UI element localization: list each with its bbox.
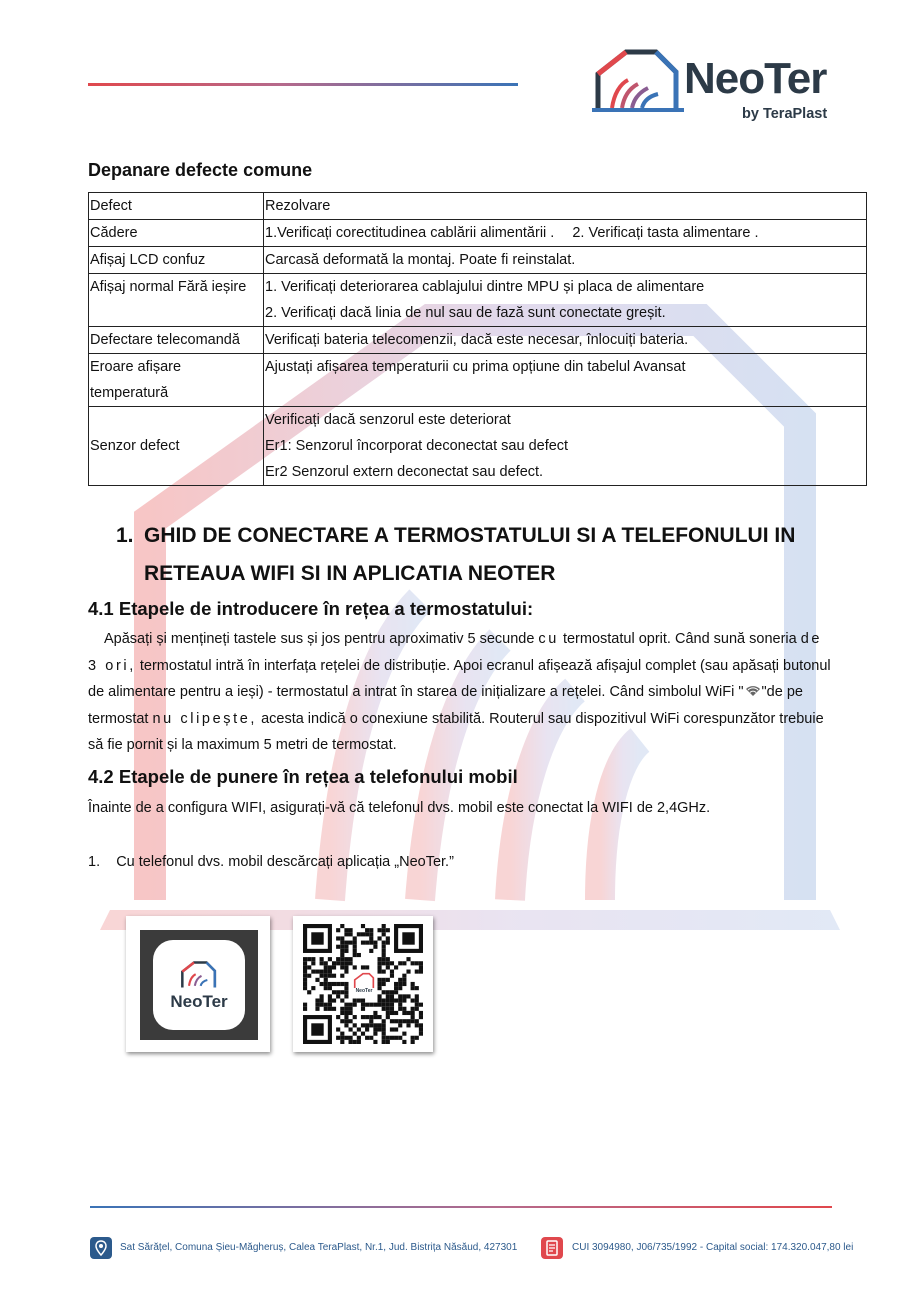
troubleshoot-table bbox=[88, 192, 867, 486]
app-name-label: NeoTer bbox=[170, 992, 228, 1011]
footer-divider bbox=[90, 1206, 832, 1208]
fix-cell: Carcasă deformată la montaj. Poate fi reinstalat. bbox=[264, 247, 867, 274]
guide-title-line2: RETEAUA WIFI SI IN APLICATIA NEOTER bbox=[144, 562, 556, 585]
table-row bbox=[89, 407, 867, 486]
qr-code-card bbox=[293, 916, 433, 1052]
qr-code bbox=[303, 924, 423, 1044]
house-logo-icon bbox=[592, 46, 684, 118]
guide-number: 1. bbox=[116, 524, 134, 547]
defect-cell: Afișaj LCD confuz bbox=[89, 247, 264, 274]
logo-wordmark: NeoTer bbox=[684, 54, 827, 103]
header-defect: Defect bbox=[89, 193, 264, 220]
location-pin-icon bbox=[90, 1237, 112, 1259]
section-4-1-text: Apăsați și mențineți tastele sus și jos pentru aproximativ 5 secunde cu termostatul oprit. Când sună soneria de 3 ori, termostatul intră în interfața rețelei de distribuție. Apoi ecranul afișează afișajul complet (sau apăsați butonul de alimentare pentru a ieși) - termostatul a intrat în starea de inițializare a rețelei. Când simbolul WiFi " "de pe termostat nu clipește, acesta indică o conexiune stabilită. Routerul sau dispozitivul WiFi corespunzător trebuie să fie pornit și la maximum 5 metri de termostat. bbox=[88, 631, 831, 753]
qr-center-label: NeoTer bbox=[351, 988, 377, 994]
defect-cell: Cădere bbox=[89, 220, 264, 247]
table-row bbox=[89, 354, 867, 407]
document-icon bbox=[541, 1237, 563, 1259]
guide-title-line1: GHID DE CONECTARE A TERMOSTATULUI SI A TELEFONULUI IN bbox=[144, 524, 796, 547]
guide-heading bbox=[116, 517, 795, 593]
fix-cell: 1.Verificați corectitudinea cablării alimentării . 2. Verificați tasta alimentare . bbox=[264, 220, 867, 247]
fix-cell: Ajustați afișarea temperaturii cu prima opțiune din tabelul Avansat bbox=[264, 354, 867, 407]
header-divider bbox=[88, 83, 518, 86]
fix-cell: Verificați dacă senzorul este deteriorat Er1: Senzorul încorporat deconectat sau defect Er2 Senzorul extern deconectat sau defect. bbox=[264, 407, 867, 486]
troubleshoot-title: Depanare defecte comune bbox=[88, 160, 313, 180]
footer-address: Sat Sărățel, Comuna Șieu-Măgheruș, Calea TeraPlast, Nr.1, Jud. Bistrița Năsăud, 427301 bbox=[120, 1242, 518, 1253]
defect-cell: Senzor defect bbox=[89, 407, 264, 486]
section-4-2-title: 4.2 Etapele de punere în rețea a telefonului mobil bbox=[88, 766, 518, 787]
section-4-1-title: 4.1 Etapele de introducere în rețea a termostatului: bbox=[88, 598, 534, 619]
table-row bbox=[89, 327, 867, 354]
footer-company-info: CUI 3094980, J06/735/1992 - Capital social: 174.320.047,80 lei bbox=[572, 1242, 854, 1253]
table-row bbox=[89, 274, 867, 327]
fix-cell: 1. Verificați deteriorarea cablajului dintre MPU și placa de alimentare 2. Verificați dacă linia de nul sau de fază sunt conectate greșit. bbox=[264, 274, 867, 327]
defect-cell: Defectare telecomandă bbox=[89, 327, 264, 354]
step-1-text: 1. Cu telefonul dvs. mobil descărcați aplicația „NeoTer.” bbox=[88, 854, 454, 870]
app-logo-icon bbox=[179, 960, 219, 990]
table-header-row bbox=[89, 193, 867, 220]
app-icon-card bbox=[126, 916, 270, 1052]
table-row bbox=[89, 220, 867, 247]
logo-subtitle: by TeraPlast bbox=[742, 106, 828, 122]
defect-cell: Eroare afișare temperatură bbox=[89, 354, 264, 407]
wifi-icon bbox=[745, 685, 761, 697]
table-row bbox=[89, 247, 867, 274]
defect-cell: Afișaj normal Fără ieșire bbox=[89, 274, 264, 327]
neoter-logo bbox=[592, 46, 842, 128]
section-4-2-text: Înainte de a configura WIFI, asigurați-vă că telefonul dvs. mobil este conectat la WIFI de 2,4GHz. bbox=[88, 800, 711, 816]
fix-cell: Verificați bateria telecomenzii, dacă este necesar, înlocuiți bateria. bbox=[264, 327, 867, 354]
header-fix: Rezolvare bbox=[264, 193, 867, 220]
